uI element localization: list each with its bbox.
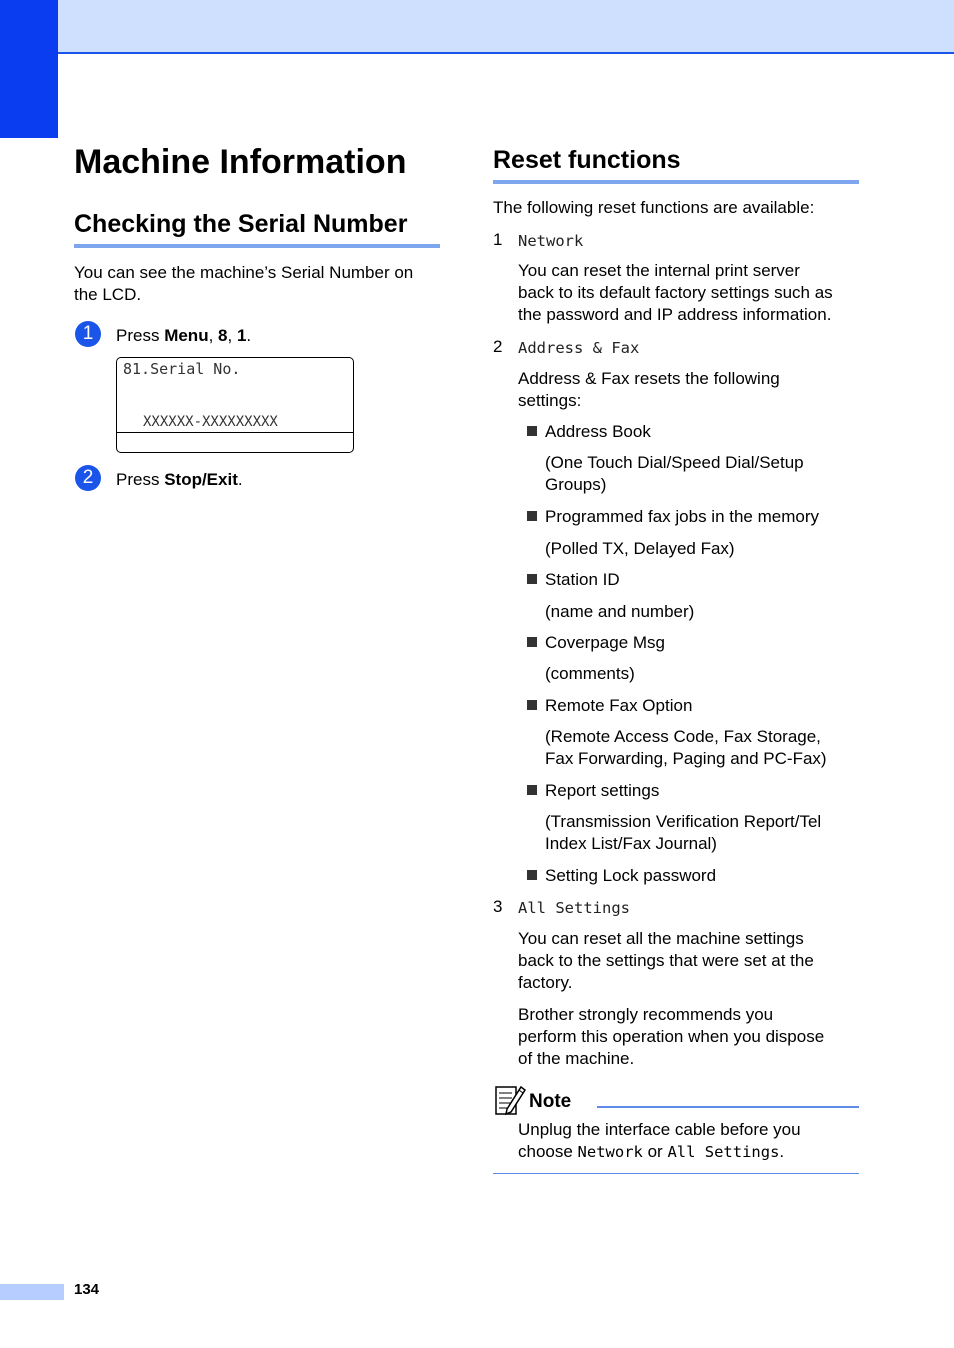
note-pencil-icon <box>494 1083 526 1117</box>
bullet-icon <box>527 511 537 521</box>
item-code-all-settings: All Settings <box>518 899 630 917</box>
page-number: 134 <box>74 1281 100 1298</box>
sub-item-label: Setting Lock password <box>545 866 717 885</box>
bullet-icon <box>527 574 537 584</box>
sub-item-label: Address Book <box>545 422 651 441</box>
item-desc: Address & Fax resets the following settings: <box>518 369 780 410</box>
bullet-icon <box>527 785 537 795</box>
bullet-icon <box>527 637 537 647</box>
sub-item-label: Station ID <box>545 570 620 589</box>
item-code-address-fax: Address & Fax <box>518 339 640 357</box>
step-1-marker: 1 <box>75 321 101 347</box>
item-number: 1 <box>493 230 503 249</box>
key-1: 1 <box>236 326 247 345</box>
item-desc-recommend: Brother strongly recommends you perform this operation when you dispose of the machine. <box>518 1005 825 1068</box>
step-1-text: Press Menu, 8, 1. <box>116 326 252 345</box>
step-2-text: Press Stop/Exit. <box>116 470 243 489</box>
note-code-network: Network <box>577 1143 643 1161</box>
reset-intro: The following reset functions are available: <box>493 198 815 217</box>
sub-item-label: Report settings <box>545 781 660 800</box>
lcd-display <box>116 357 354 453</box>
step-2-marker: 2 <box>75 465 101 491</box>
key-8: 8 <box>218 326 228 345</box>
section-heading-serial: Checking the Serial Number <box>74 210 408 238</box>
sub-item-detail: (comments) <box>545 664 635 683</box>
menu-key: Menu <box>164 326 209 345</box>
section-rule <box>74 244 440 248</box>
lcd-line-2: XXXXXX-XXXXXXXXX <box>143 414 278 430</box>
bullet-icon <box>527 870 537 880</box>
sub-item-detail: (Transmission Verification Report/Tel Index List/Fax Journal) <box>545 812 822 853</box>
page-number-tab <box>0 1284 64 1300</box>
sub-item-detail: (One Touch Dial/Speed Dial/Setup Groups) <box>545 453 804 494</box>
item-number: 3 <box>493 897 503 916</box>
sub-item-label: Programmed fax jobs in the memory <box>545 507 819 526</box>
note-rule <box>597 1106 859 1108</box>
stop-exit-key: Stop/Exit <box>164 470 238 489</box>
sub-item-label: Coverpage Msg <box>545 633 666 652</box>
sub-item-detail: (Polled TX, Delayed Fax) <box>545 539 735 558</box>
sub-item-detail: (name and number) <box>545 602 695 621</box>
lcd-line-1: 81.Serial No. <box>123 360 241 378</box>
lcd-divider <box>117 432 353 433</box>
note-code-all-settings: All Settings <box>667 1143 780 1161</box>
item-desc: You can reset the internal print server back to its default factory settings such as the password and IP address information. <box>518 261 833 324</box>
note-bottom-rule <box>493 1173 859 1174</box>
serial-intro: You can see the machine’s Serial Number on the LCD. <box>74 263 414 304</box>
page-title: Machine Information <box>74 143 407 181</box>
bullet-icon <box>527 700 537 710</box>
chapter-tab <box>0 0 58 138</box>
item-code-network: Network <box>518 232 584 250</box>
item-number: 2 <box>493 337 503 356</box>
sub-item-detail: (Remote Access Code, Fax Storage, Fax Forwarding, Paging and PC-Fax) <box>545 727 827 768</box>
note-title: Note <box>529 1091 572 1112</box>
sub-item-label: Remote Fax Option <box>545 696 693 715</box>
section-rule <box>493 180 859 184</box>
bullet-icon <box>527 426 537 436</box>
item-desc: You can reset all the machine settings back to the settings that were set at the factory. <box>518 929 814 992</box>
section-heading-reset: Reset functions <box>493 146 681 174</box>
header-band <box>58 0 954 54</box>
note-text: Unplug the interface cable before you choose Network or All Settings. <box>518 1120 801 1161</box>
